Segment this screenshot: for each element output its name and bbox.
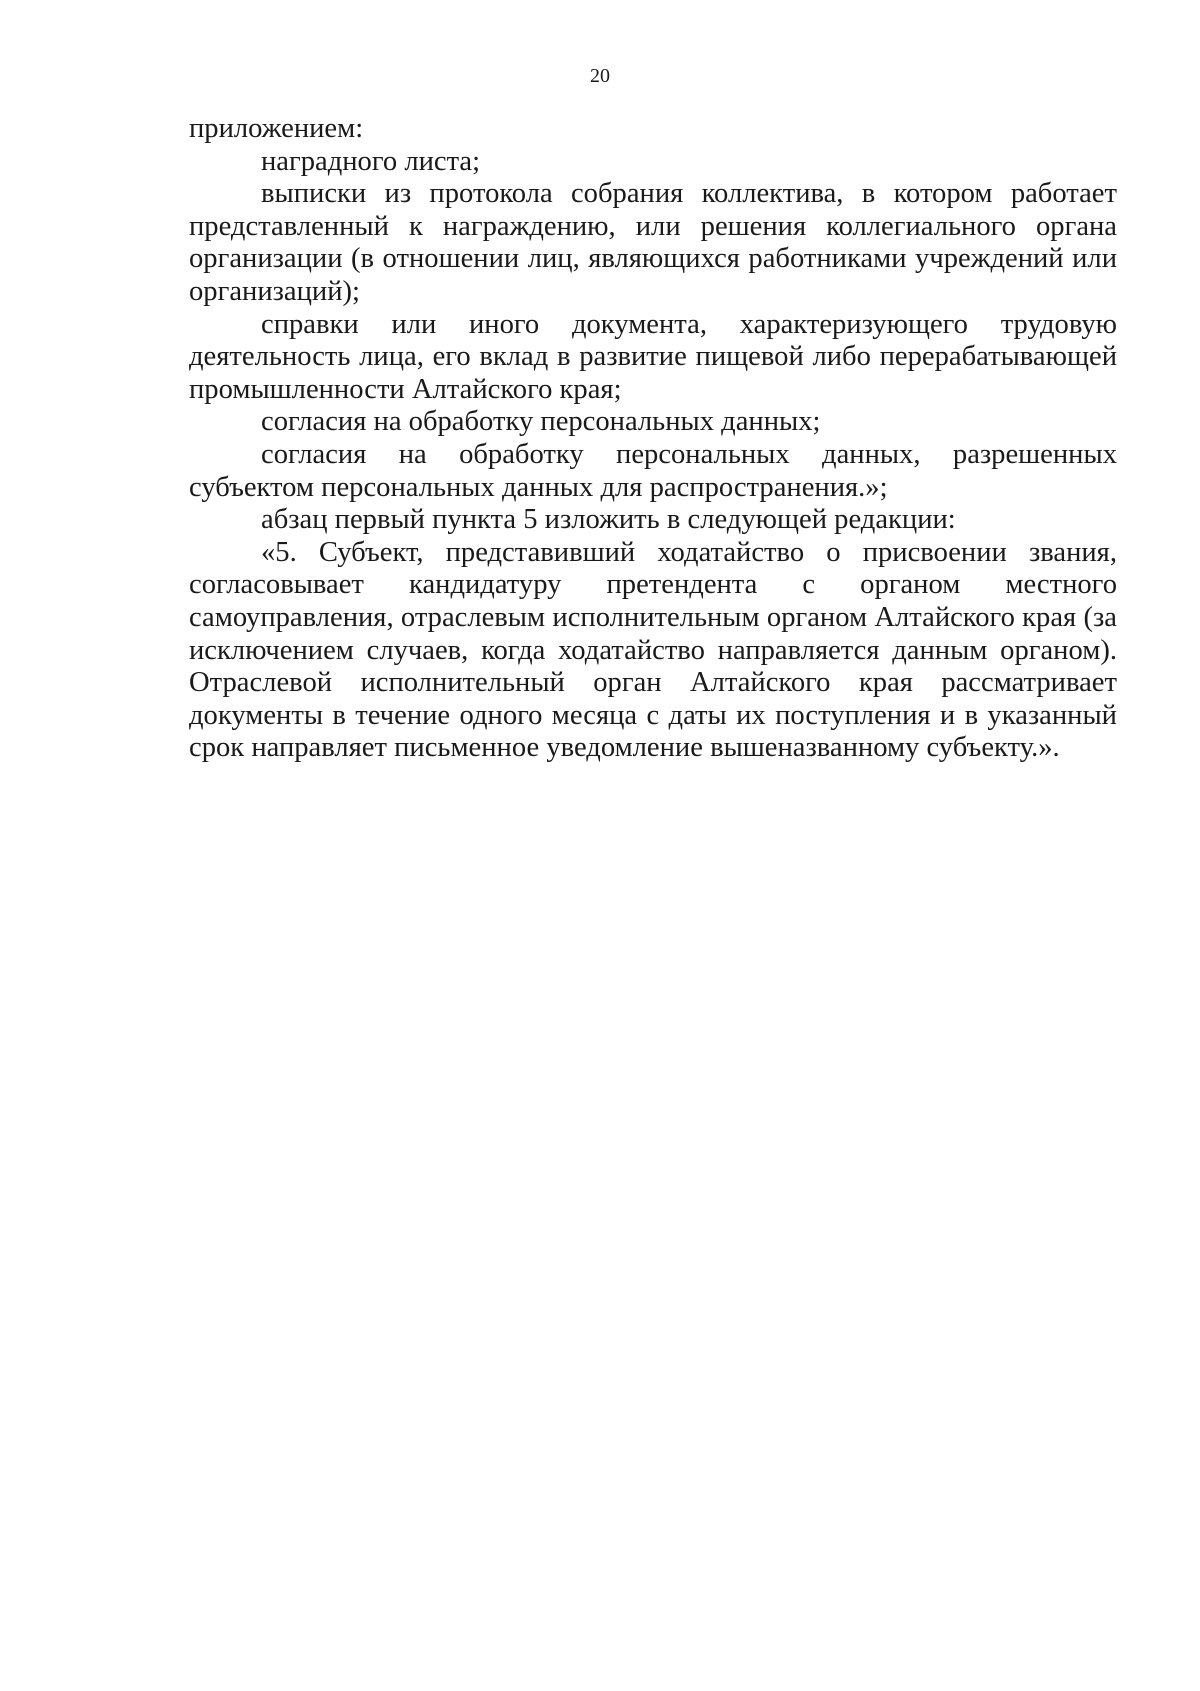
paragraph-award-sheet: наградного листа;	[261, 145, 481, 177]
paragraph-protocol-extract: выписки из протокола собрания коллектива, в котором работает представленный к награждению, или решения коллегиального органа организации (в отношении лиц, являющихся работниками учреждений или организаций);	[189, 178, 1117, 307]
paragraph-amendment-instruction: абзац первый пункта 5 изложить в следующей редакции:	[261, 504, 956, 536]
paragraph-reference-document: справки или иного документа, характеризующего трудовую деятельность лица, его вклад в развитие пищевой либо перерабатывающей промышленности Алтайского края;	[189, 308, 1117, 405]
paragraph-consent-personal-data: согласия на обработку персональных данных;	[261, 406, 821, 438]
page-number: 20	[590, 65, 610, 87]
paragraph-continuation: приложением:	[189, 113, 364, 144]
paragraph-consent-distribution: согласия на обработку персональных данных, разрешенных субъектом персональных данных для распространения.»;	[189, 438, 1117, 503]
paragraph-clause-5: «5. Субъект, представивший ходатайство о присвоении звания, согласовывает кандидатуру претендента с органом местного самоуправления, отраслевым исполнительным органом Алтайского края (за исключением случаев, когда ходатайство направляется данным органом). Отраслевой исполнительный орган Алтайского края рассматривает документы в течение одного месяца с даты их поступления и в указанный срок направляет письменное уведомление вышеназванному субъекту.».	[189, 536, 1117, 764]
document-body	[189, 113, 1117, 765]
